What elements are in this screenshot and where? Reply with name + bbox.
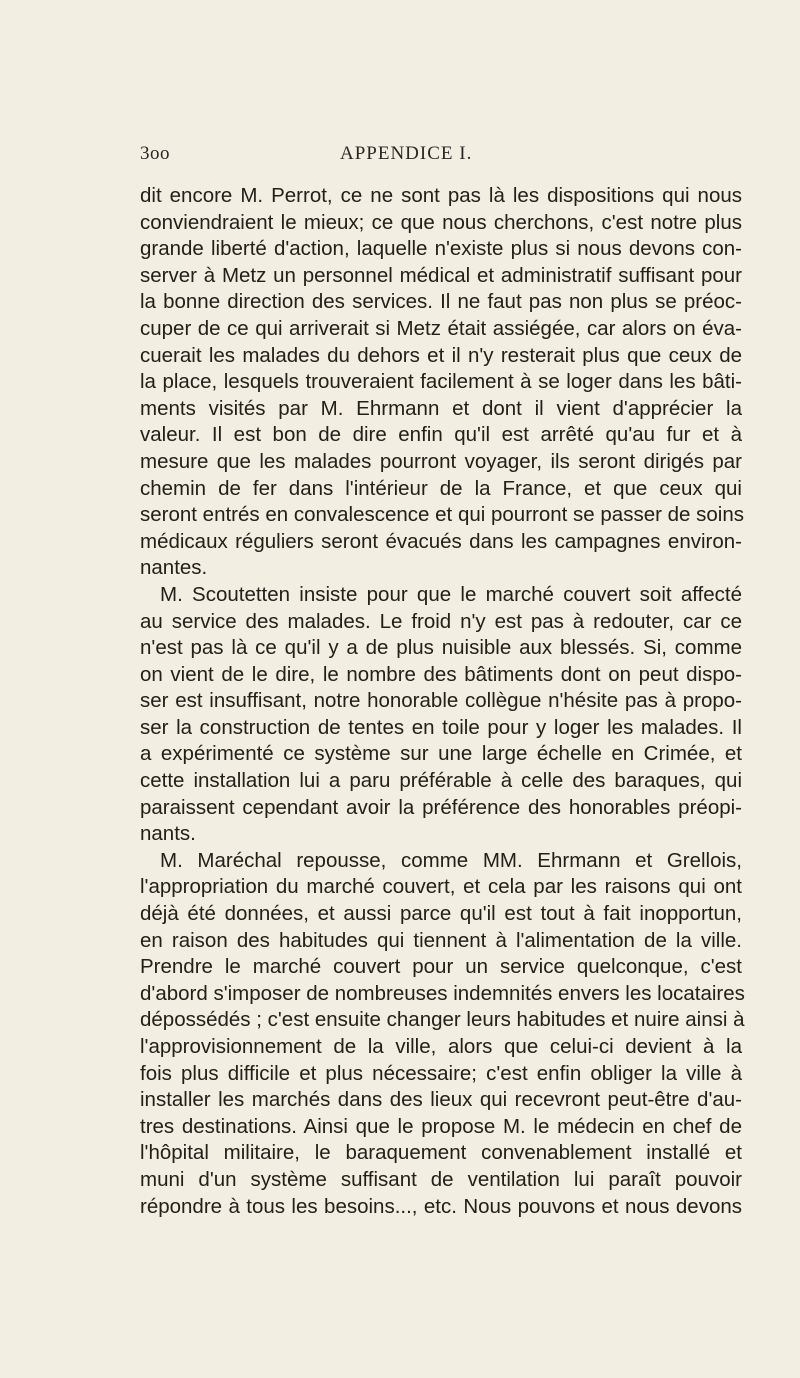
- text-line: valeur. Il est bon de dire enfin qu'il est arrêté qu'au fur et à: [140, 423, 742, 447]
- text-line: Prendre le marché couvert pour un service quelconque, c'est: [140, 955, 742, 979]
- paragraph: [140, 582, 742, 848]
- text-line: en raison des habitudes qui tiennent à l'alimentation de la ville.: [140, 928, 742, 952]
- body-text: [140, 183, 745, 1220]
- text-line: installer les marchés dans des lieux qui recevront peut-être d'au-: [140, 1088, 742, 1112]
- text-line: la bonne direction des services. Il ne faut pas non plus se préoc-: [140, 290, 742, 314]
- text-line: cuper de ce qui arriverait si Metz était assiégée, car alors on éva-: [140, 316, 742, 340]
- text-line: on vient de le dire, le nombre des bâtiments dont on peut dispo-: [140, 662, 742, 686]
- running-title: APPENDICE I.: [340, 143, 473, 164]
- text-line: ments visités par M. Ehrmann et dont il vient d'apprécier la: [140, 396, 742, 420]
- text-line: déjà été données, et aussi parce qu'il est tout à fait inopportun,: [140, 902, 742, 926]
- text-line: n'est pas là ce qu'il y a de plus nuisible aux blessés. Si, comme: [140, 636, 742, 660]
- text-line: conviendraient le mieux; ce que nous cherchons, c'est notre plus: [140, 210, 742, 234]
- text-line: l'hôpital militaire, le baraquement convenablement installé et: [140, 1141, 742, 1165]
- text-line: tres destinations. Ainsi que le propose M. le médecin en chef de: [140, 1114, 742, 1138]
- paragraph: [140, 183, 742, 582]
- text-line: seront entrés en convalescence et qui pourront se passer de soins: [140, 503, 744, 527]
- running-head: [140, 143, 740, 167]
- page-number: 3oo: [140, 143, 170, 164]
- text-line: a expérimenté ce système sur une large échelle en Crimée, et: [140, 742, 742, 766]
- text-line: dépossédés ; c'est ensuite changer leurs habitudes et nuire ainsi à: [140, 1008, 745, 1032]
- text-line: nantes.: [140, 556, 208, 580]
- text-line: mesure que les malades pourront voyager, ils seront dirigés par: [140, 449, 742, 473]
- text-line: muni d'un système suffisant de ventilation lui paraît pouvoir: [140, 1167, 742, 1191]
- text-line: fois plus difficile et plus nécessaire; c'est enfin obliger la ville à: [140, 1061, 742, 1085]
- text-line: ser est insuffisant, notre honorable collègue n'hésite pas à propo-: [140, 689, 742, 713]
- text-line: d'abord s'imposer de nombreuses indemnités envers les locataires: [140, 981, 745, 1005]
- text-line: médicaux réguliers seront évacués dans les campagnes environ-: [140, 529, 742, 553]
- text-line: chemin de fer dans l'intérieur de la France, et que ceux qui: [140, 476, 742, 500]
- text-line: ser la construction de tentes en toile pour y loger les malades. Il: [140, 715, 742, 739]
- text-line: M. Maréchal repousse, comme MM. Ehrmann et Grellois,: [160, 848, 742, 872]
- text-line: au service des malades. Le froid n'y est pas à redouter, car ce: [140, 609, 742, 633]
- text-line: la place, lesquels trouveraient facilement à se loger dans les bâti-: [140, 370, 742, 394]
- text-line: paraissent cependant avoir la préférence des honorables préopi-: [140, 795, 742, 819]
- text-line: grande liberté d'action, laquelle n'existe plus si nous devons con-: [140, 237, 742, 261]
- paragraph: [140, 848, 745, 1220]
- text-line: répondre à tous les besoins..., etc. Nous pouvons et nous devons: [140, 1194, 742, 1218]
- text-line: dit encore M. Perrot, ce ne sont pas là les dispositions qui nous: [140, 184, 742, 207]
- text-line: nants.: [140, 822, 196, 846]
- text-line: cuerait les malades du dehors et il n'y resterait plus que ceux de: [140, 343, 742, 367]
- text-line: server à Metz un personnel médical et administratif suffisant pour: [140, 263, 742, 287]
- text-line: M. Scoutetten insiste pour que le marché couvert soit affecté: [160, 582, 742, 606]
- text-line: l'approvisionnement de la ville, alors que celui-ci devient à la: [140, 1035, 742, 1058]
- text-line: cette installation lui a paru préférable à celle des baraques, qui: [140, 769, 742, 793]
- text-line: l'appropriation du marché couvert, et cela par les raisons qui ont: [140, 875, 742, 899]
